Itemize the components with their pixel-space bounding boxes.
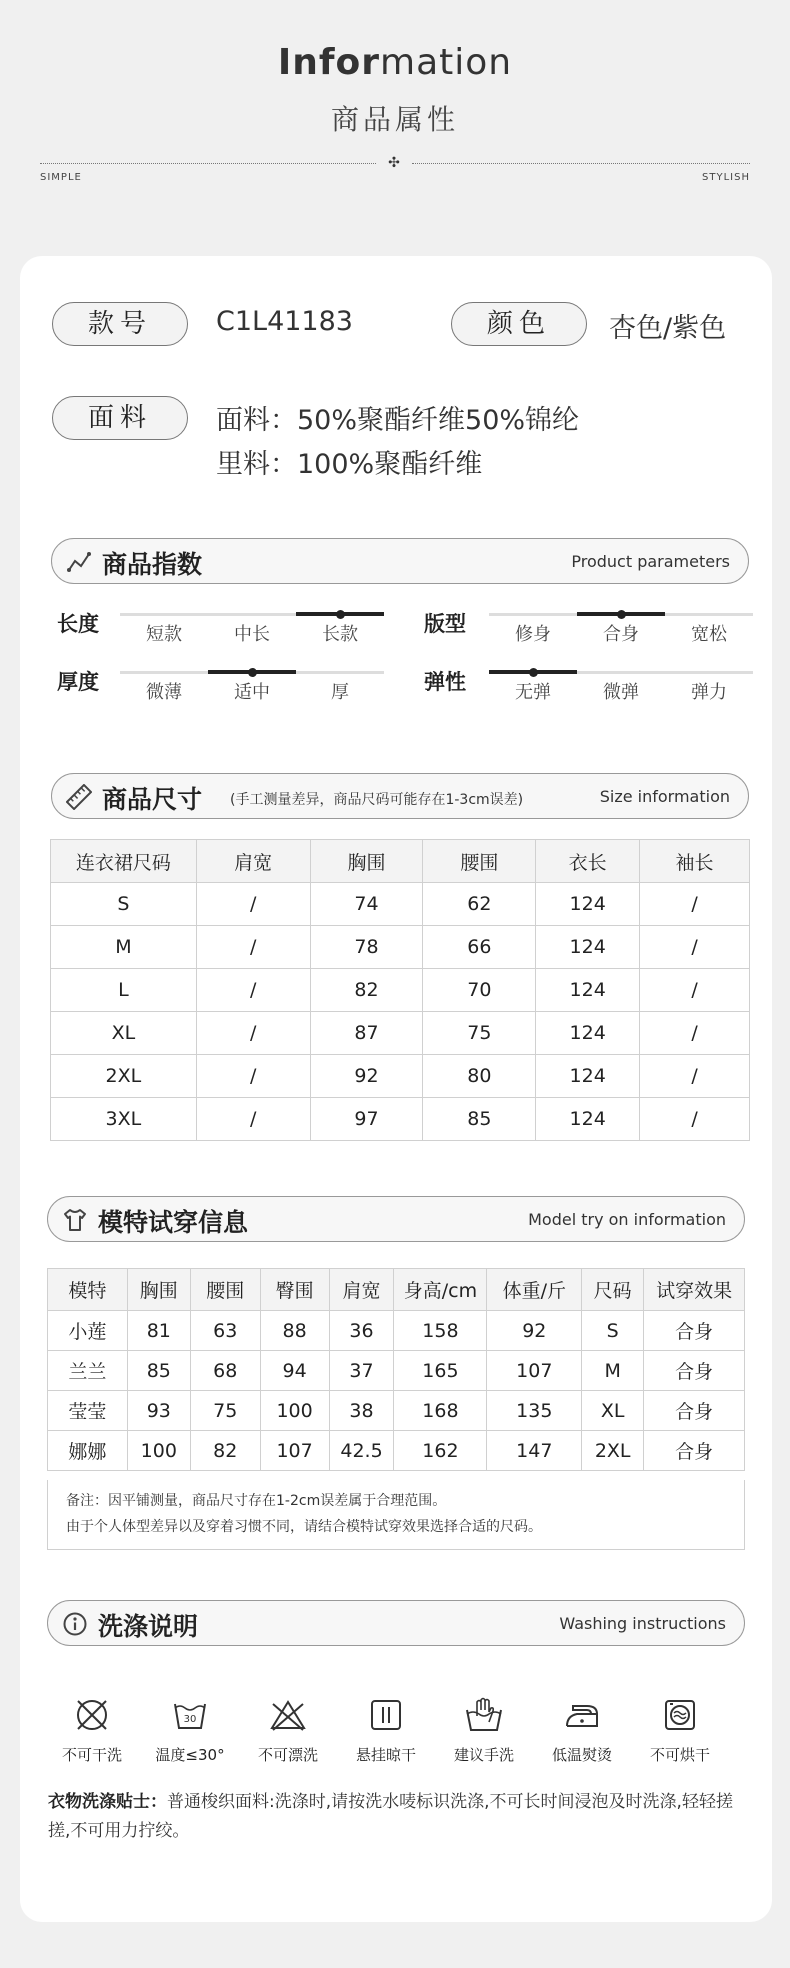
table-cell: 78 — [310, 926, 423, 969]
table-cell: S — [582, 1311, 644, 1351]
table-cell: 80 — [423, 1055, 536, 1098]
table-cell: 74 — [310, 883, 423, 926]
table-cell: 87 — [310, 1012, 423, 1055]
index-selected-dot — [529, 668, 538, 677]
table-cell: 97 — [310, 1098, 423, 1141]
header-title: Information — [277, 42, 513, 83]
table-header-cell: 腰围 — [190, 1269, 260, 1311]
table-cell: 100 — [260, 1391, 329, 1431]
header-left-tag: SIMPLE — [40, 172, 82, 183]
model-title-en: Model try on information — [528, 1210, 726, 1229]
table-row — [51, 1098, 750, 1141]
index-label: 长度 — [57, 612, 99, 636]
table-row — [51, 926, 750, 969]
table-cell: 135 — [487, 1391, 582, 1431]
wash-title-en: Washing instructions — [559, 1614, 726, 1633]
table-row — [48, 1311, 745, 1351]
index-label: 弹性 — [424, 670, 466, 694]
table-header-cell: 袖长 — [640, 840, 750, 883]
index-option: 适中 — [234, 682, 270, 703]
wash-tips-label: 衣物洗涤贴士： — [48, 1792, 167, 1812]
table-cell: 75 — [423, 1012, 536, 1055]
index-selected-dot — [617, 610, 626, 619]
table-cell: 81 — [127, 1311, 190, 1351]
table-row — [51, 1055, 750, 1098]
table-cell: / — [196, 1055, 310, 1098]
table-cell: / — [640, 969, 750, 1012]
table-cell: / — [196, 926, 310, 969]
table-cell: 124 — [536, 1055, 640, 1098]
table-cell: 合身 — [644, 1351, 745, 1391]
table-cell: / — [196, 883, 310, 926]
table-cell: 63 — [190, 1311, 260, 1351]
cross-ornament-icon: ✣ — [388, 155, 400, 171]
table-cell: 合身 — [644, 1391, 745, 1431]
table-cell: 100 — [127, 1431, 190, 1471]
table-cell: S — [51, 883, 197, 926]
table-cell: 68 — [190, 1351, 260, 1391]
table-cell: 168 — [394, 1391, 487, 1431]
table-cell: 92 — [487, 1311, 582, 1351]
header-subtitle: 商品属性 — [330, 103, 459, 136]
table-cell: 107 — [487, 1351, 582, 1391]
table-cell: 124 — [536, 969, 640, 1012]
table-cell: 75 — [190, 1391, 260, 1431]
model-table — [47, 1268, 745, 1471]
table-header-row — [51, 840, 750, 883]
table-cell: 158 — [394, 1311, 487, 1351]
table-cell: / — [196, 1098, 310, 1141]
table-cell: XL — [582, 1391, 644, 1431]
info-icon — [62, 1611, 88, 1637]
table-cell: 42.5 — [329, 1431, 394, 1471]
color-label: 颜色 — [451, 302, 587, 346]
index-option: 修身 — [515, 624, 551, 645]
table-cell: 70 — [423, 969, 536, 1012]
index-label: 版型 — [424, 612, 466, 636]
table-cell: 36 — [329, 1311, 394, 1351]
index-option: 中长 — [234, 624, 270, 645]
color-value: 杏色/紫色 — [609, 313, 727, 344]
index-option: 弹力 — [691, 682, 727, 703]
header-right-tag: STYLISH — [702, 172, 750, 183]
table-header-cell: 模特 — [48, 1269, 128, 1311]
table-cell: M — [582, 1351, 644, 1391]
index-option: 合身 — [603, 624, 639, 645]
table-cell: L — [51, 969, 197, 1012]
model-note — [47, 1480, 745, 1550]
table-header-cell: 连衣裙尺码 — [51, 840, 197, 883]
index-selected-dot — [336, 610, 345, 619]
table-cell: / — [196, 1012, 310, 1055]
model-note-line: 由于个人体型差异以及穿着习惯不同，请结合模特试穿效果选择合适的尺码。 — [66, 1519, 542, 1535]
index-selected-dot — [248, 668, 257, 677]
table-cell: 3XL — [51, 1098, 197, 1141]
divider-right — [412, 163, 750, 164]
model-header — [47, 1196, 745, 1242]
table-cell: / — [640, 926, 750, 969]
wash-label: 建议手洗 — [453, 1746, 514, 1764]
wash-label: 不可干洗 — [61, 1746, 122, 1764]
table-cell: 107 — [260, 1431, 329, 1471]
table-cell: 2XL — [51, 1055, 197, 1098]
index-option: 无弹 — [515, 682, 551, 703]
table-cell: 124 — [536, 1098, 640, 1141]
table-cell: 124 — [536, 1012, 640, 1055]
index-option: 厚 — [331, 682, 349, 703]
table-cell: 85 — [127, 1351, 190, 1391]
info-card — [20, 256, 772, 1922]
hang-dry-icon — [338, 1696, 434, 1765]
wash-temp-badge: 30 — [183, 1714, 197, 1725]
size-header — [51, 773, 749, 819]
table-cell: 娜娜 — [48, 1431, 128, 1471]
size-note: (手工测量差异，商品尺码可能存在1-3cm误差) — [230, 792, 524, 808]
table-cell: 合身 — [644, 1431, 745, 1471]
index-option: 微弹 — [603, 682, 639, 703]
wash-30-icon — [142, 1696, 238, 1765]
table-cell: 85 — [423, 1098, 536, 1141]
table-header-cell: 臀围 — [260, 1269, 329, 1311]
table-cell: 88 — [260, 1311, 329, 1351]
table-header-row — [48, 1269, 745, 1311]
table-cell: 92 — [310, 1055, 423, 1098]
table-row — [51, 969, 750, 1012]
table-cell: 147 — [487, 1431, 582, 1471]
wash-tips — [48, 1788, 748, 1846]
model-title: 模特试穿信息 — [98, 1208, 249, 1237]
low-iron-icon — [534, 1696, 630, 1765]
table-cell: 小莲 — [48, 1311, 128, 1351]
table-header-cell: 胸围 — [127, 1269, 190, 1311]
ruler-icon — [66, 784, 92, 810]
table-row — [48, 1391, 745, 1431]
table-cell: 165 — [394, 1351, 487, 1391]
table-cell: 93 — [127, 1391, 190, 1431]
no-bleach-icon — [240, 1696, 336, 1765]
table-cell: 66 — [423, 926, 536, 969]
table-header-cell: 衣长 — [536, 840, 640, 883]
table-header-cell: 肩宽 — [329, 1269, 394, 1311]
wash-label: 低温熨烫 — [551, 1746, 612, 1764]
wash-tips-text: 普通梭织面料:洗涤时,请按洗水唛标识洗涤,不可长时间浸泡及时洗涤,轻轻搓搓,不可用力拧绞。 — [48, 1792, 733, 1841]
table-header-cell: 身高/cm — [394, 1269, 487, 1311]
table-cell: / — [196, 969, 310, 1012]
table-cell: / — [640, 1012, 750, 1055]
table-cell: / — [640, 1098, 750, 1141]
tshirt-icon — [62, 1207, 88, 1233]
table-cell: 38 — [329, 1391, 394, 1431]
table-header-cell: 试穿效果 — [644, 1269, 745, 1311]
no-dry-clean-icon — [44, 1696, 140, 1765]
wash-header — [47, 1600, 745, 1646]
wash-label: 不可漂洗 — [257, 1746, 318, 1764]
table-row — [51, 883, 750, 926]
table-cell: 兰兰 — [48, 1351, 128, 1391]
table-cell: 82 — [190, 1431, 260, 1471]
size-title-en: Size information — [599, 787, 730, 806]
product-index-title-en: Product parameters — [571, 552, 730, 571]
index-label: 厚度 — [57, 670, 99, 694]
table-cell: XL — [51, 1012, 197, 1055]
wash-label: 温度≤30° — [155, 1746, 225, 1764]
size-title: 商品尺寸 — [102, 785, 203, 814]
table-cell: 124 — [536, 883, 640, 926]
table-header-cell: 肩宽 — [196, 840, 310, 883]
trend-icon — [66, 549, 92, 575]
table-row — [51, 1012, 750, 1055]
table-row — [48, 1351, 745, 1391]
wash-label: 悬挂晾干 — [355, 1746, 416, 1764]
size-table — [50, 839, 750, 1141]
product-index-title: 商品指数 — [102, 550, 203, 579]
table-header-cell: 胸围 — [310, 840, 423, 883]
table-cell: 82 — [310, 969, 423, 1012]
table-cell: 94 — [260, 1351, 329, 1391]
index-option: 长款 — [322, 624, 358, 645]
table-cell: 162 — [394, 1431, 487, 1471]
product-index-header — [51, 538, 749, 584]
fabric-outer: 面料：50%聚酯纤维50%锦纶 — [216, 405, 580, 436]
table-header-cell: 腰围 — [423, 840, 536, 883]
hand-wash-icon — [436, 1696, 532, 1765]
table-header-cell: 尺码 — [582, 1269, 644, 1311]
fabric-lining: 里料：100%聚酯纤维 — [216, 449, 483, 480]
table-header-cell: 体重/斤 — [487, 1269, 582, 1311]
table-cell: 合身 — [644, 1311, 745, 1351]
wash-label: 不可烘干 — [649, 1746, 710, 1764]
table-cell: 62 — [423, 883, 536, 926]
table-cell: M — [51, 926, 197, 969]
style-no-value: C1L41183 — [216, 306, 353, 337]
divider-left — [40, 163, 376, 164]
fabric-label: 面料 — [52, 396, 188, 440]
table-cell: 124 — [536, 926, 640, 969]
table-cell: / — [640, 1055, 750, 1098]
index-option: 短款 — [146, 624, 182, 645]
index-option: 宽松 — [691, 624, 727, 645]
page-header — [0, 0, 790, 240]
wash-title: 洗涤说明 — [98, 1612, 199, 1641]
index-option: 微薄 — [146, 682, 182, 703]
model-note-line: 备注：因平铺测量，商品尺寸存在1-2cm误差属于合理范围。 — [66, 1493, 447, 1509]
table-cell: / — [640, 883, 750, 926]
table-cell: 莹莹 — [48, 1391, 128, 1431]
no-tumble-dry-icon — [632, 1696, 728, 1765]
table-row — [48, 1431, 745, 1471]
style-no-label: 款号 — [52, 302, 188, 346]
table-cell: 2XL — [582, 1431, 644, 1471]
table-cell: 37 — [329, 1351, 394, 1391]
